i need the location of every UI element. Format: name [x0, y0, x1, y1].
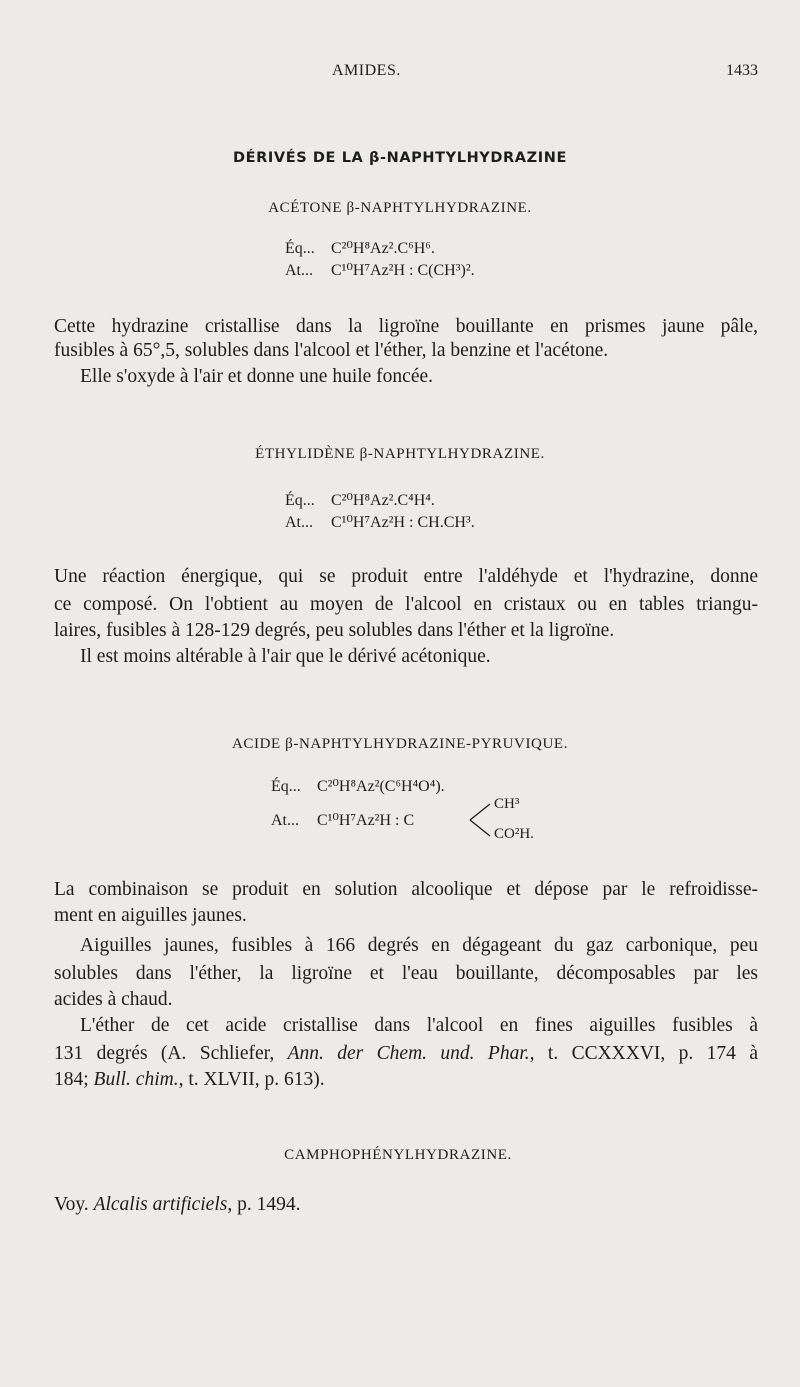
eq-label: Éq...: [285, 240, 315, 257]
pyruvic-paragraph-line: La combinaison se produit en solution alcoolique et dépose par le refroidisse-: [54, 879, 758, 900]
at-formula: C¹⁰H⁷Az²H : CH.CH³.: [331, 514, 475, 531]
ref-text: 131 degrés (A. Schliefer,: [54, 1043, 288, 1064]
ref-text: , t. XLVII, p. 613).: [178, 1069, 325, 1090]
ethylidene-paragraph-line: laires, fusibles à 128-129 degrés, peu solubles dans l'éther et la ligroïne.: [54, 620, 615, 641]
branch-top-group: CH³: [494, 796, 520, 812]
ethylidene-title: ÉTHYLIDÈNE β-NAPHTYLHYDRAZINE.: [255, 446, 545, 462]
journal-title: Ann. der Chem. und. Phar.: [287, 1043, 530, 1064]
journal-title: Bull. chim.: [93, 1069, 179, 1090]
page-number: 1433: [726, 62, 758, 79]
acetone-title: ACÉTONE β-NAPHTYLHYDRAZINE.: [268, 200, 532, 216]
acetone-eq-formula: [285, 238, 435, 258]
at-label: At...: [285, 262, 313, 279]
acetone-paragraph-2: Elle s'oxyde à l'air et donne une huile foncée.: [80, 366, 434, 387]
ethylidene-paragraph-line: Une réaction énergique, qui se produit entre l'aldéhyde et l'hydrazine, donne: [54, 566, 758, 587]
ethylidene-eq-formula: [285, 490, 435, 510]
pyruvic-eq-formula: [271, 776, 445, 796]
acetone-paragraph-line: Cette hydrazine cristallise dans la ligroïne bouillante en prismes jaune pâle,: [54, 316, 758, 337]
eq-label: Éq...: [271, 778, 301, 795]
ethylidene-at-formula: [285, 512, 475, 532]
see-page: , p. 1494.: [227, 1194, 301, 1215]
branch-bonds: [468, 800, 496, 840]
ethylidene-paragraph-line: ce composé. On l'obtient au moyen de l'alcool en cristaux ou en tables triangu-: [54, 594, 758, 615]
pyruvic-title: ACIDE β-NAPHTYLHYDRAZINE-PYRUVIQUE.: [231, 736, 569, 752]
at-label: At...: [285, 514, 313, 531]
see-reference: Alcalis artificiels: [93, 1194, 228, 1215]
pyruvic-paragraph-line: Aiguilles jaunes, fusibles à 166 degrés en dégageant du gaz carbonique, peu: [80, 935, 758, 956]
running-header: AMIDES.: [332, 62, 401, 79]
eq-formula: C²⁰H⁸Az².C⁴H⁴.: [331, 492, 435, 509]
ethylidene-paragraph-2: Il est moins altérable à l'air que le dérivé acétonique.: [80, 646, 491, 667]
pyruvic-paragraph-line: acides à chaud.: [54, 989, 173, 1010]
section-heading: DÉRIVÉS DE LA β-NAPHTYLHYDRAZINE: [233, 150, 567, 166]
pyruvic-paragraph-line: L'éther de cet acide cristallise dans l'alcool en fines aiguilles fusibles à: [80, 1015, 758, 1036]
acetone-at-formula: [285, 260, 475, 280]
pyruvic-paragraph-line: ment en aiguilles jaunes.: [54, 905, 247, 926]
eq-formula: C²⁰H⁸Az²(C⁶H⁴O⁴).: [317, 778, 445, 795]
pyruvic-reference-line: [54, 1041, 758, 1066]
ref-text: , t. CCXXXVI, p. 174 à: [529, 1043, 758, 1064]
at-formula: C¹⁰H⁷Az²H : C(CH³)².: [331, 262, 475, 279]
see-label: Voy.: [54, 1194, 94, 1215]
eq-formula: C²⁰H⁸Az².C⁶H⁶.: [331, 240, 435, 257]
camphor-see-also: [54, 1194, 300, 1216]
camphor-title: CAMPHOPHÉNYLHYDRAZINE.: [284, 1147, 512, 1163]
at-label: At...: [271, 812, 299, 829]
pyruvic-paragraph-line: solubles dans l'éther, la ligroïne et l'eau bouillante, décomposables par les: [54, 963, 758, 984]
pyruvic-at-formula: [271, 810, 414, 830]
branch-bottom-group: CO²H.: [494, 826, 534, 842]
acetone-paragraph-line: fusibles à 65°,5, solubles dans l'alcool et l'éther, la benzine et l'acétone.: [54, 340, 609, 361]
eq-label: Éq...: [285, 492, 315, 509]
pyruvic-reference-line: [54, 1069, 325, 1091]
ref-text: 184;: [54, 1069, 94, 1090]
at-formula: C¹⁰H⁷Az²H : C: [317, 812, 415, 829]
